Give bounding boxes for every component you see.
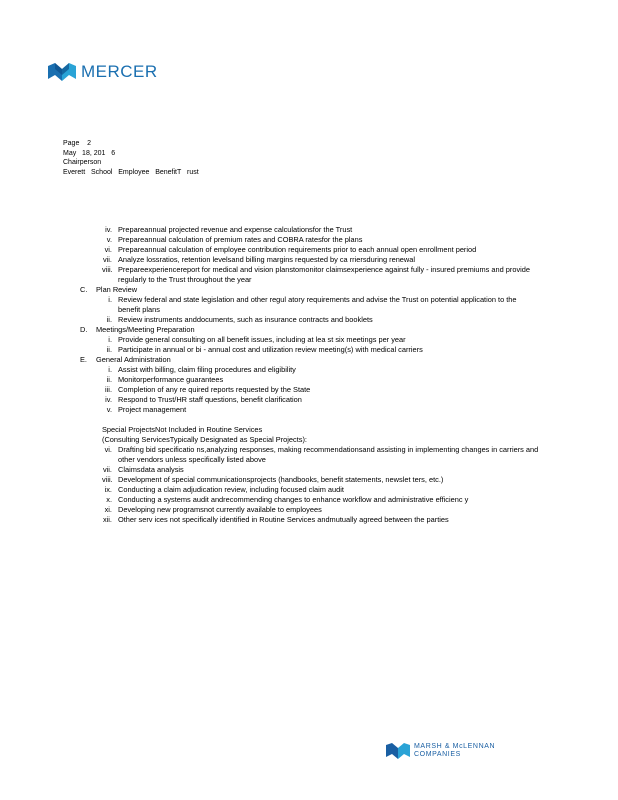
list-item bbox=[80, 335, 540, 345]
list-item bbox=[80, 375, 540, 385]
list-item-text: Plan Review bbox=[96, 285, 138, 294]
list-item bbox=[80, 235, 540, 245]
section-heading: (Consulting ServicesTypically Designated as Special Projects): bbox=[102, 435, 307, 444]
list-item-number: v. bbox=[106, 235, 112, 244]
list-item bbox=[80, 485, 540, 495]
section-heading bbox=[80, 285, 540, 295]
list-item bbox=[80, 385, 540, 395]
document-body bbox=[80, 225, 540, 525]
list-item bbox=[80, 505, 540, 515]
list-item bbox=[80, 295, 540, 315]
list-item bbox=[80, 315, 540, 325]
list-item-number: vi. bbox=[104, 245, 112, 254]
header-organization: Everett School Employee BenefitT rust bbox=[63, 168, 199, 176]
section-heading: Special ProjectsNot Included in Routine Services bbox=[102, 425, 263, 434]
list-item-text: Prepareannual projected revenue and expense calculationsfor the Trust bbox=[118, 225, 353, 234]
list-item bbox=[80, 365, 540, 375]
header-page: Page 2 bbox=[63, 140, 92, 147]
list-item bbox=[80, 245, 540, 255]
list-item-text: Meetings/Meeting Preparation bbox=[96, 325, 195, 334]
list-item-text: Monitorperformance guarantees bbox=[118, 375, 224, 384]
list-item-number: ii. bbox=[106, 315, 112, 324]
list-item-number: iv. bbox=[105, 225, 112, 234]
brand-name: MERCER bbox=[81, 62, 158, 81]
list-item-text: Developing new programsnot currently available to employees bbox=[118, 505, 322, 514]
footer-company-line2: COMPANIES bbox=[414, 751, 461, 758]
header-recipient: Chairperson bbox=[63, 159, 102, 166]
list-item-number: vii. bbox=[102, 255, 112, 264]
list-item bbox=[80, 465, 540, 475]
list-item-text: Other serv ices not specifically identified in Routine Services andmutually agreed between the parties bbox=[118, 515, 449, 524]
list-item-text: Prepareexperiencereport for medical and vision planstomonitor claimsexperience against fully - insured premiums and provide regularly to the Trust throughout the year bbox=[118, 265, 531, 284]
list-item-text: General Administration bbox=[96, 355, 171, 364]
list-item bbox=[80, 255, 540, 265]
list-item bbox=[80, 405, 540, 415]
list-item-text: Prepareannual calculation of premium rates and COBRA ratesfor the plans bbox=[118, 235, 363, 244]
list-item-number: viii. bbox=[102, 265, 113, 274]
list-item-text: Drafting bid specificatio ns,analyzing responses, making recommendationsand assisting in implementing changes in carriers and other vendors unless specifically listed above bbox=[118, 445, 539, 464]
list-item-number: xii. bbox=[102, 515, 112, 524]
footer-company-line1: MARSH & McLENNAN bbox=[414, 743, 496, 750]
list-item bbox=[80, 395, 540, 405]
mercer-logo bbox=[48, 62, 158, 82]
list-item-number: D. bbox=[80, 325, 88, 334]
list-item-number: i. bbox=[108, 365, 112, 374]
list-item-text: Assist with billing, claim filing procedures and eligibility bbox=[118, 365, 296, 374]
list-item-number: E. bbox=[80, 355, 87, 364]
list-item-number: xi. bbox=[104, 505, 112, 514]
list-item bbox=[80, 225, 540, 235]
list-item bbox=[80, 345, 540, 355]
list-item-text: Conducting a claim adjudication review, including focused claim audit bbox=[118, 485, 344, 494]
list-item-text: Review federal and state legislation and other regul atory requirements and advise the Trust on potential application to the benefit plans bbox=[118, 295, 517, 314]
section-heading bbox=[80, 325, 540, 335]
list-item bbox=[80, 495, 540, 505]
list-item-text: Analyze lossratios, retention levelsand billing margins requested by ca rriersduring renewal bbox=[118, 255, 416, 264]
spacer bbox=[80, 415, 540, 425]
list-item-text: Completion of any re quired reports requested by the State bbox=[118, 385, 311, 394]
list-item-number: ii. bbox=[106, 375, 112, 384]
list-item-number: C. bbox=[80, 285, 88, 294]
list-item-text: Participate in annual or bi - annual cost and utilization review meeting(s) with medical carriers bbox=[118, 345, 423, 354]
list-item-number: v. bbox=[106, 405, 112, 414]
list-item-number: x. bbox=[106, 495, 112, 504]
list-item-text: Review instruments anddocuments, such as insurance contracts and booklets bbox=[118, 315, 373, 324]
list-item-number: vii. bbox=[102, 465, 112, 474]
list-item-text: Prepareannual calculation of employee contribution requirements prior to each annual open enrollment period bbox=[118, 245, 477, 254]
list-item-number: i. bbox=[108, 335, 112, 344]
list-item-number: iii. bbox=[105, 385, 112, 394]
list-item-text: Claimsdata analysis bbox=[118, 465, 184, 474]
list-item-number: ii. bbox=[106, 345, 112, 354]
list-item bbox=[80, 475, 540, 485]
mmc-logo-mark-icon bbox=[386, 743, 410, 759]
header-date: May 18, 201 6 bbox=[63, 149, 116, 157]
list-item-number: i. bbox=[108, 295, 112, 304]
section-heading bbox=[80, 355, 540, 365]
list-item-number: vi. bbox=[104, 445, 112, 454]
mmc-logo bbox=[386, 743, 495, 759]
list-item bbox=[80, 515, 540, 525]
list-item bbox=[80, 445, 540, 465]
list-item-text: Development of special communicationsprojects (handbooks, benefit statements, newslet ters, etc.) bbox=[118, 475, 444, 484]
list-item-text: Provide general consulting on all benefit issues, including at lea st six meetings per year bbox=[118, 335, 406, 344]
list-item-number: viii. bbox=[102, 475, 113, 484]
list-item bbox=[80, 265, 540, 285]
list-item-number: iv. bbox=[105, 395, 112, 404]
letter-header bbox=[63, 139, 199, 177]
list-item-text: Respond to Trust/HR staff questions, benefit clarification bbox=[118, 395, 302, 404]
list-item-number: ix. bbox=[104, 485, 112, 494]
mercer-logo-mark-icon bbox=[48, 63, 76, 81]
list-item-text: Conducting a systems audit andrecommending changes to enhance workflow and administrative efficienc y bbox=[118, 495, 469, 504]
list-item-text: Project management bbox=[118, 405, 187, 414]
